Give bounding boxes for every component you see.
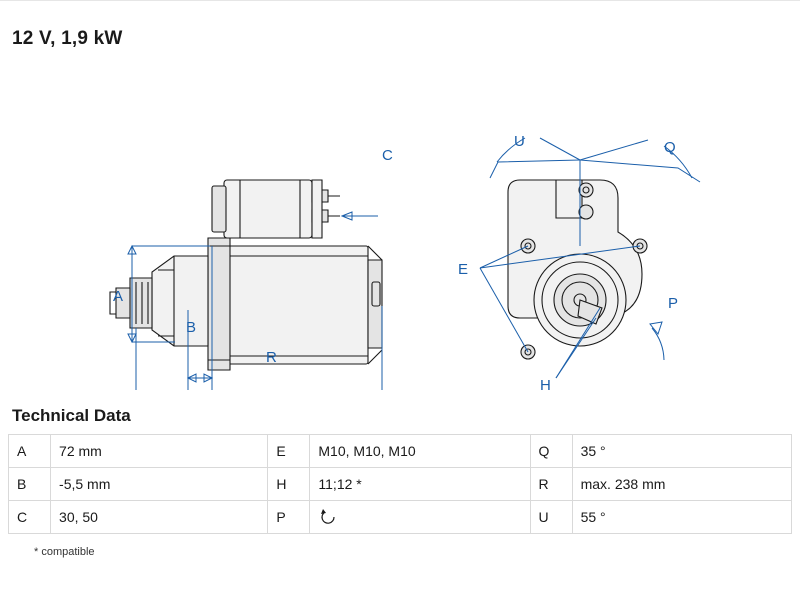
hole-label-E: E — [458, 261, 469, 278]
dim-label-R: R — [266, 349, 277, 366]
technical-data-table — [8, 434, 792, 534]
cell-value-A: 72 mm — [51, 435, 268, 468]
dim-label-C: C — [382, 147, 393, 164]
dim-label-A: A — [113, 288, 124, 305]
cell-value-B: -5,5 mm — [51, 468, 268, 501]
cell-value-E: M10, M10, M10 — [310, 435, 530, 468]
cell-value-H: 11;12 * — [310, 468, 530, 501]
dim-label-B: B — [186, 319, 197, 336]
technical-drawing — [0, 60, 800, 390]
page-title: 12 V, 1,9 kW — [12, 28, 123, 49]
cell-key-A: A — [9, 435, 51, 468]
cell-key-U: U — [530, 501, 572, 534]
table-footnote: * compatible — [34, 546, 95, 558]
section-title-technical-data: Technical Data — [12, 406, 131, 425]
rotation-direction-icon — [318, 508, 338, 526]
cell-value-C: 30, 50 — [51, 501, 268, 534]
cell-key-B: B — [9, 468, 51, 501]
table-row — [9, 501, 792, 534]
top-divider — [0, 0, 800, 1]
table-row — [9, 435, 792, 468]
cell-key-H: H — [268, 468, 310, 501]
table-row — [9, 468, 792, 501]
cell-key-P: P — [268, 501, 310, 534]
cell-value-Q: 35 ° — [572, 435, 791, 468]
cell-value-P — [310, 501, 530, 534]
cell-key-C: C — [9, 501, 51, 534]
starter-flange-end-view — [508, 180, 647, 359]
cell-key-R: R — [530, 468, 572, 501]
rotation-label-P: P — [668, 295, 679, 312]
angle-label-Q: Q — [664, 139, 676, 156]
cell-value-R: max. 238 mm — [572, 468, 791, 501]
cell-key-Q: Q — [530, 435, 572, 468]
angle-label-U: U — [514, 133, 525, 150]
cell-value-U: 55 ° — [572, 501, 791, 534]
cell-key-E: E — [268, 435, 310, 468]
teeth-label-H: H — [540, 377, 551, 390]
